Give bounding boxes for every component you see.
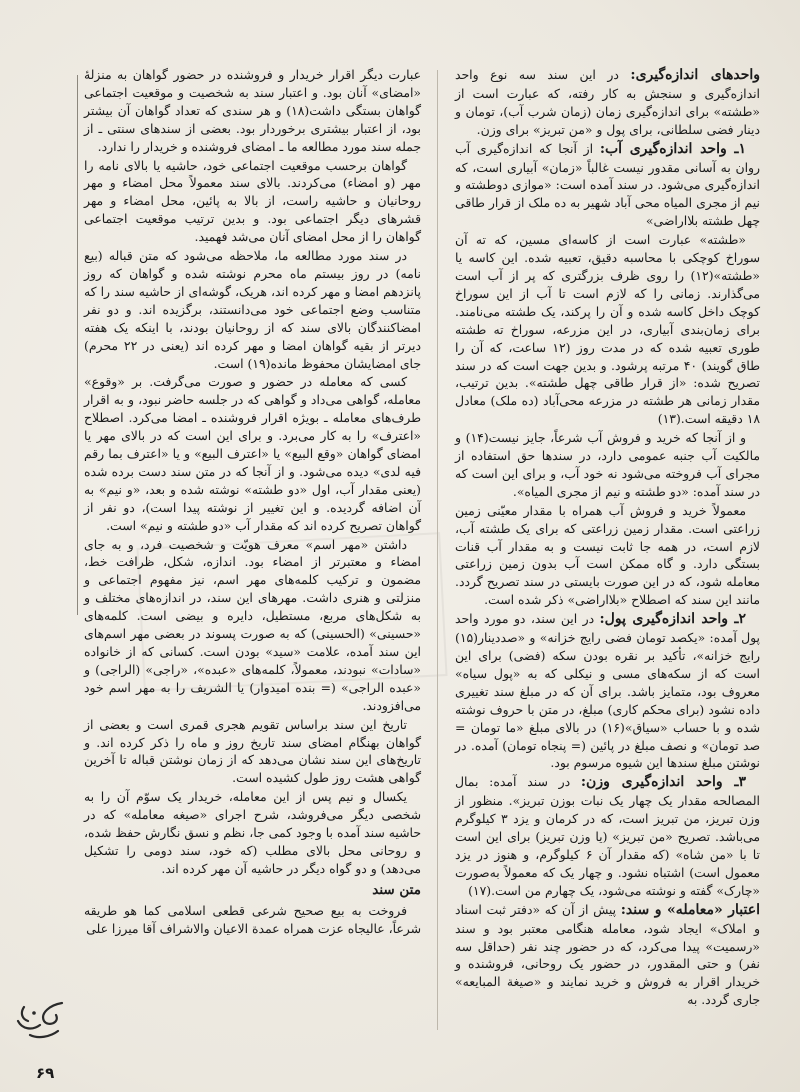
paragraph-resale: یکسال و نیم پس از این معامله، خریدار یک سوّم آن را به شخصی دیگر می‌فروشد، شرح اجرای «صیغه معامله» که در حاشیه سند آمده با وجود کمی جا، نظم و نسق نگارش حفظ شده، و روحانی محل بالای مطلب (که خود، سند دومی را تشکیل می‌دهد) و دو گواه دیگر در حاشیه آن مهر کرده اند. [84,789,421,876]
section-title-document-text: متن سند [372,881,421,898]
paragraph-calendar: تاریخ این سند براساس تقویم هجری قمری است و بعضی از گواهان بهنگام امضای سند تاریخ روز و ماه را ذکر کرده اند. و تاریخ‌های این سند نشان می‌دهد که از زمان نوشتن قباله تا آخرین گواهی هشت روز طول کشیده است. [84,716,421,786]
page-number: ۶۹ [36,1064,55,1082]
right-column [455,66,760,1010]
column-divider [437,70,438,1030]
left-margin-rule [77,75,78,615]
paragraph-money-unit: ۲ـ واحد اندازه‌گیری پول: در این سند، دو مورد واحد پول آمده: «یکصد تومان فضی رایج خزانه» و «صددینار(۱۵) رایج خزانه»، تأکید بر نقره بودن سکه (فضی) برای این است که از سکه‌های مسی و نیکلی که به «پول سیاه» معروف بود، متمایز باشد. برای آن که در مبلغ سند تغییری داده نشود (برای محکم کاری) مبلغ، در متن با حروف نوشته شده و با حساب «سیاق»(۱۶) در بالای مبلغ «ما تومان = صد تومان» و نصف مبلغ در پائین (= پنجاه تومان) آمده. در نوشتن مبلغ سندها این شیوه مرسوم بود. [455,611,760,771]
paragraph-document-text: فروخت به بیع صحیح شرعی قطعی اسلامی کما هو طریقه شرعاً، عالیجاه عزت همراه عمدة الاعیان والاشراف آقا میرزا علی [84,902,421,936]
paragraph-water-unit: ۱ـ واحد اندازه‌گیری آب: از آنجا که اندازه‌گیری آب روان به آسانی مقدور نیست غالباً «زمان» آبیاری است، که اندازه‌گیری می‌شود. در سند آمده است: «موازی دوطشته و نیم از مجری المیاه محی آباد شهیر به ده ملک از قرار طاقی چهل طشته بلااراضی» [455,140,760,229]
kerman-calligraphy-logo [10,995,70,1045]
paragraph-document-dates: در سند مورد مطالعه ما، ملاحظه می‌شود که متن قباله (بیع نامه) در روز بیستم ماه محرم نوشته شده و گواهان که روز پانزدهم امضا و مهر کرده اند، هریک، گوشه‌ای از حاشیه سند را که متناسب وضع اجتماعی خود می‌دانستند، برگزیده اند. و دو نفر امضاکنندگان بالای سند که از روحانیان بودند، با اینکه یک هفته دیرتر از بقیه گواهان امضا و مهر کرده اند (یعنی در ۲۲ محرم) جای امضایشان محفوظ مانده(۱۹) است. [84,248,422,371]
heading-measurement-units: واحدهای اندازه‌گیری: [630,67,760,83]
heading-money-unit: ۲ـ واحد اندازه‌گیری پول: [599,611,746,628]
paragraph-land: معمولاً خرید و فروش آب همراه با مقدار معیّنی زمین زراعتی است. مقدار زمین زراعتی که برای یک طشته آب، لازم است، در همه جا ثابت نیست و به مقدار آب قنات بستگی دارد. و گاه ممکن است آب بدون زمین زراعتی معامله شود، که در این صورت بایستی در سند تصریح گردد. مانند این سند که اصطلاح «بلااراضی» ذکر شده است. [455,502,760,608]
paragraph-validity: اعتبار «معامله» و سند: پیش از آن که «دفتر ثبت اسناد و املاک» ایجاد شود، معامله هنگامی معتبر بود و سند «رسمیت» پیدا می‌کرد، که در حضور چند نفر (حداقل سه نفر) و حتی المقدور، در حضور یک روحانی، فروشنده و خریدار اقرار به فروش و خرید نمایند و «صیغة المبایعه» جاری گردد. به [455,901,761,1008]
paragraph-witness-terms: کسی که معامله در حضور و صورت می‌گرفت. بر «وقوع» معامله، گواهی می‌داد و گواهی که در جلسه حاضر نبود، و به اقرار طرف‌های معامله ـ بویژه اقرار فروشنده ـ امضا می‌کرد. اصطلاح «اعترف» را به کار می‌برد. و برای این است که در بالای مهر یا امضای گواهان «وقع البیع» یا «اعترف البیع» و یا «اعترف بما رقم فیه لدی» دیده می‌شود. و از آنجا که در متن سند دست برده شده (یعنی مقدار آب، اول «دو طشته» نوشته شده و بعد، «و نیم» به آن اضافه گردیده. و این تغییر از نوشته پیدا است)، دو نفر از گواهان تصریح کرده اند که مقدار آب «دو طشته و نیم» است. [84,374,421,533]
paragraph-weight-unit: ۳ـ واحد اندازه‌گیری وزن: در سند آمده: بمال المصالحه مقدار یک چهار یک نبات بوزن تبریز». منظور از وزن تبریز، من تبریز است، که در کرمان و یزد ۳ کیلوگرم می‌باشد. تصریح «من تبریز» (یا وزن تبریز) برای این است تا با «من شاه» (که مقدار آن ۶ کیلوگرم، و هنوز در یزد معمول است) اشتباه نشود. و چهار یک که معمولاً به‌صورت «چارک» گفته و نوشته می‌شود، یک چهارم من است.(۱۷) [455,774,760,898]
paragraph-water-sale: و از آنجا که خرید و فروش آب شرعاً، جایز نیست(۱۴) و مالکیت آب جنبه عمومی دارد، در سندها حق استفاده از مجرای آب فروخته می‌شود نه خود آب، و برای این است که در سند آمده: «دو طشته و نیم از مجری المیاه». [455,430,760,499]
paragraph-witness-signature: عبارت دیگر اقرار خریدار و فروشنده در حضور گواهان به منزلهٔ «امضای» آنان بود. و اعتبار سند به شخصیت و موقعیت اجتماعی گواهان بستگی داشت(۱۸) و هر سندی که تعداد گواهان آن بیشتر بود، از اعتبار بیشتری برخوردار بود. بعضی از سندهای سنتی ـ از جمله سند مورد مطالعه ما ـ امضای فروشنده و خریدار را ندارد. [84,67,421,154]
paragraph-witness-position: گواهان برحسب موقعیت اجتماعی خود، حاشیه یا بالای نامه را مهر (و امضاء) می‌کردند. بالای سند معمولاً محل امضاء و مهر روحانیان و حاشیه راست، از بالا به پائین، محل امضاء و مهر قشرهای دیگر اجتماعی بود. و بدین ترتیب موقعیت اجتماعی گواهان را از محل امضای آنان می‌شد فهمید. [84,157,421,245]
paragraph-units: واحدهای اندازه‌گیری: در این سند سه نوع واحد اندازه‌گیری و سنجش به کار رفته، که عبارت است از «طشته» برای اندازه‌گیری زمان (زمان شرب آب)، تومان و دینار فضی سلطانی، برای پول و «من تبریز» برای وزن. [455,67,760,137]
heading-validity: اعتبار «معامله» و سند: [620,901,761,918]
heading-weight-unit: ۳ـ واحد اندازه‌گیری وزن: [580,774,746,791]
paragraph-tashteh: «طشته» عبارت است از کاسه‌ای مسین، که ته آن سوراخ کوچکی با محاسبه دقیق، تعبیه شده. این کاسه یا «طشته»(۱۲) را روی ظرف بزرگتری که پر از آب است می‌گذارند. زمانی را که لازم است تا آب از این سوراخ کوچک داخل کاسه شده و آن را پرکند، یک طشته می‌نامند. برای زمان‌بندی آبیاری، در این مزرعه، سوراخ ته طشته طوری تعبیه شده که در مدت روز (۱۲ ساعت، که آن را طاق گویند) ۴۰ مرتبه پرشود. و بدین جهت است که در سند تصریح شده: «از قرار طاقی چهل طشته». بدین ترتیب، مقدار زمانی هر طشته در مزرعه محی‌آباد (ده ملک) معادل ۱۸ دقیقه است.(۱۳) [455,232,761,427]
paragraph-seals: داشتن «مهر اسم» معرف هویّت و شخصیت فرد، و به جای امضاء و معتبرتر از امضاء بود. اندازه، شکل، ظرافت خط، مضمون و ترکیب کلمه‌های مهر اسم، نیز مفهوم اجتماعی و منزلتی و هنری داشت. مهرهای این سند، در اندازه‌های مختلف و به شکل‌های مربع، مستطیل، دایره و بیضی است. کلمه‌های «حسینی» (الحسینی) که به صورت پسوند در بعضی مهر اسم‌های این سند آمده، علامت «سید» بودن است. کسانی که از خانواده «سادات» نبودند، معمولاً، کلمه‌های «عبده»، «راجی» (الراجی) و «عبده الراجی» (= بنده امیدوار) یا الشریف را به مهر اسم خود می‌افزودند. [84,536,421,713]
heading-water-unit: ۱ـ واحد اندازه‌گیری آب: [599,140,747,157]
left-column [84,66,421,939]
